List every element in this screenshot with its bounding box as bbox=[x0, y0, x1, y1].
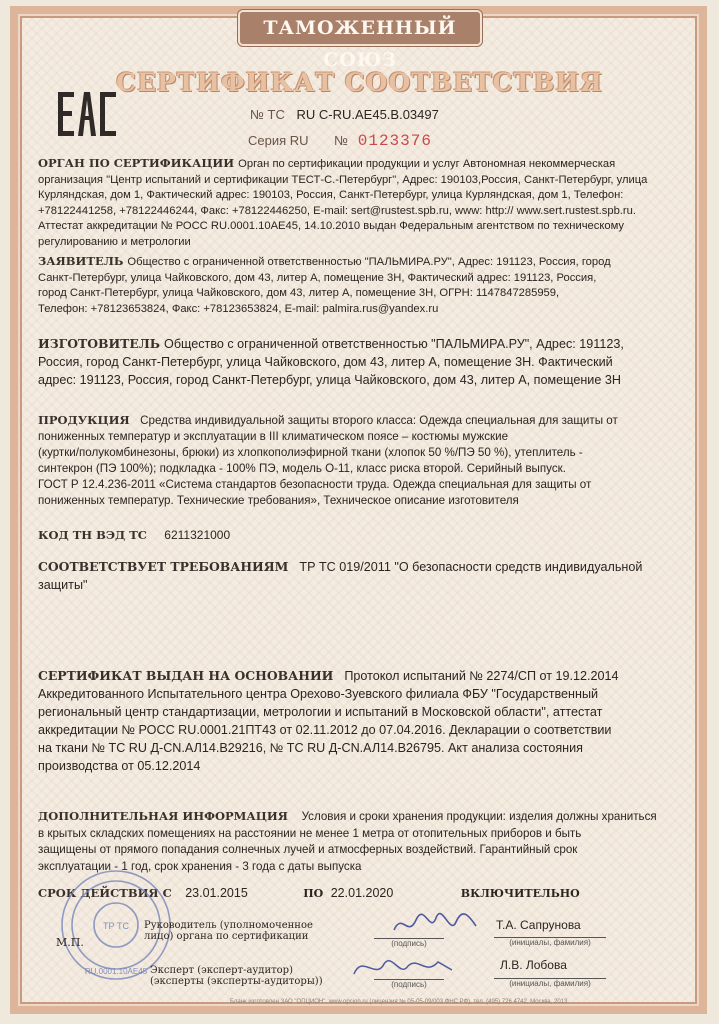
code-value: 6211321000 bbox=[164, 528, 231, 542]
expert-signature-caption: (подпись) bbox=[391, 980, 427, 989]
extra-info-section bbox=[38, 808, 657, 875]
expert-name-caption: (инициалы, фамилия) bbox=[509, 979, 591, 988]
organ-line: Аттестат аккредитации № РОСС RU.0001.10AE45, 14.10.2010 выдан Федеральным агентством по техническому bbox=[38, 220, 625, 233]
basis-line: аккредитации № РОСС RU.0001.21ПТ43 от 02.11.2012 до 07.04.2016. Декларации о соответствии bbox=[38, 723, 612, 737]
expert-label-line: Эксперт (эксперт-аудитор) bbox=[150, 965, 293, 976]
code-heading: КОД ТН ВЭД ТС bbox=[38, 528, 147, 542]
conformity-line: ТР ТС 019/2011 "О безопасности средств индивидуальной bbox=[299, 560, 643, 574]
head-label-line: лицо) органа по сертификации bbox=[144, 931, 309, 942]
code-section bbox=[38, 528, 230, 544]
product-line: (куртки/полукомбинезоны, брюки) из хлопкополиэфирной ткани (хлопок 50 %/ПЭ 50 %), утеплитель - bbox=[38, 446, 583, 459]
serial-number: 0123376 bbox=[357, 132, 432, 150]
organ-line: Орган по сертификации продукции и услуг Автономная некоммерческая bbox=[238, 158, 616, 170]
applicant-heading: ЗАЯВИТЕЛЬ bbox=[38, 254, 124, 268]
organ-line: +78122441258, +78122446244, Факс: +78122446250, E-mail: sert@rustest.spb.ru, www: http:// www.sert.rustest.spb.ru. bbox=[38, 204, 636, 217]
seal-place-label: М.П. bbox=[56, 936, 84, 949]
product-section bbox=[38, 412, 618, 509]
inclusive-label: ВКЛЮЧИТЕЛЬНО bbox=[460, 887, 580, 900]
certificate-title: СЕРТИФИКАТ СООТВЕТСТВИЯ bbox=[116, 68, 603, 97]
conformity-heading: СООТВЕТСТВУЕТ ТРЕБОВАНИЯМ bbox=[38, 559, 289, 574]
organ-line: Курляндская, дом 1, Фактический адрес: 190103, Россия, Санкт-Петербург, улица Курляндская, дом 1, Телефон: bbox=[38, 189, 624, 202]
number-label: № bbox=[334, 133, 349, 148]
extra-info-line: эксплуатации - 1 год, срок хранения - 3 года с даты выпуска bbox=[38, 859, 362, 873]
basis-line: Протокол испытаний № 2274/СП от 19.12.2014 bbox=[344, 669, 619, 683]
valid-from-date: 23.01.2015 bbox=[185, 886, 248, 900]
stamp-bottom-text: RU.0001.10AE45 bbox=[84, 967, 148, 976]
series-line bbox=[248, 132, 432, 150]
valid-to-date: 22.01.2020 bbox=[330, 886, 394, 900]
head-name: Т.А. Сапрунова bbox=[496, 918, 581, 932]
organ-section bbox=[38, 156, 647, 251]
head-signature-caption: (подпись) bbox=[391, 939, 427, 948]
validity-heading: СРОК ДЕЙСТВИЯ С bbox=[38, 886, 172, 900]
extra-info-heading: ДОПОЛНИТЕЛЬНАЯ ИНФОРМАЦИЯ bbox=[38, 809, 288, 823]
head-signature-line bbox=[374, 938, 444, 948]
applicant-section bbox=[38, 254, 611, 317]
eac-logo-glyph bbox=[58, 92, 116, 136]
blank-manufacturer-footer: Бланк изготовлен ЗАО "ОПЦИОН", www.opcion.ru (лицензия № 05-05-09/003 ФНС РФ), тел. (495) 726 4742, Москва, 2013 bbox=[230, 999, 568, 1005]
expert-name-line bbox=[494, 978, 606, 988]
product-line: Средства индивидуальной защиты второго класса: Одежда специальная для защиты от bbox=[140, 414, 618, 427]
expert-label-line: (эксперты (эксперты-аудиторы)) bbox=[150, 976, 323, 987]
tc-number: RU C-RU.AE45.B.03497 bbox=[296, 107, 439, 122]
series-label: Серия RU bbox=[248, 133, 309, 148]
product-heading: ПРОДУКЦИЯ bbox=[38, 413, 130, 427]
applicant-line: Санкт-Петербург, улица Чайковского, дом 43, литер А, помещение 3Н, Фактический адрес: 191123, Россия, bbox=[38, 271, 597, 284]
tc-label: № ТС bbox=[250, 107, 285, 122]
manufacturer-line: Общество с ограниченной ответственностью "ПАЛЬМИРА.РУ", Адрес: 191123, bbox=[164, 337, 624, 351]
basis-line: региональный центр стандартизации, метрологии и испытаний в Московской области", аттестат bbox=[38, 705, 603, 719]
extra-info-line: Условия и сроки хранения продукции: изделия должны храниться bbox=[301, 810, 657, 823]
basis-section bbox=[38, 667, 619, 775]
basis-heading: СЕРТИФИКАТ ВЫДАН НА ОСНОВАНИИ bbox=[38, 668, 334, 683]
head-label-line: Руководитель (уполномоченное bbox=[144, 920, 313, 931]
organ-heading: ОРГАН ПО СЕРТИФИКАЦИИ bbox=[38, 156, 235, 170]
extra-info-line: в крытых складских помещениях на расстоянии не менее 1 метра от отопительных приборов и быть bbox=[38, 826, 582, 840]
organ-line: регулированию и метрологии bbox=[38, 235, 191, 248]
head-signatory-label bbox=[144, 920, 313, 942]
manufacturer-section bbox=[38, 335, 624, 389]
basis-line: производства от 05.12.2014 bbox=[38, 759, 201, 773]
conformity-line: защиты" bbox=[38, 578, 88, 592]
tc-number-line bbox=[250, 107, 439, 122]
head-name-caption: (инициалы, фамилия) bbox=[509, 938, 591, 947]
expert-signatory-label bbox=[150, 965, 323, 987]
validity-to-label: ПО bbox=[303, 887, 324, 900]
manufacturer-heading: ИЗГОТОВИТЕЛЬ bbox=[38, 336, 161, 351]
organ-line: организация "Центр испытаний и сертификации ТЕСТ-С.-Петербург", Адрес: 190103,Россия, Санкт-Петербург, улица bbox=[38, 173, 648, 186]
product-line: ГОСТ Р 12.4.236-2011 «Система стандартов безопасности труда. Одежда специальная для защиты от bbox=[38, 478, 592, 491]
applicant-line: Общество с ограниченной ответственностью "ПАЛЬМИРА.РУ", Адрес: 191123, Россия, город bbox=[127, 256, 611, 268]
basis-line: на ткани № ТС RU Д-CN.АЛ14.В29216, № ТС RU Д-CN.АЛ14.В26795. Акт анализа состояния bbox=[38, 741, 583, 755]
applicant-line: город Санкт-Петербург, улица Чайковского, дом 43, литер А, помещение 3Н, ОГРН: 1147847285959, bbox=[38, 287, 560, 300]
stamp-center-text: ТР ТС bbox=[103, 921, 129, 931]
applicant-line: Телефон: +78123653824, Факс: +78123653824, E-mail: palmira.rus@yandex.ru bbox=[38, 302, 439, 315]
product-line: пониженных температур и эксплуатации в III климатическом поясе – костюмы мужские bbox=[38, 430, 509, 443]
product-line: пониженных температур. Технические требования», Техническое описание изготовителя bbox=[38, 494, 519, 507]
eac-logo bbox=[56, 88, 120, 140]
head-name-line bbox=[494, 937, 606, 947]
customs-union-banner: ТАМОЖЕННЫЙ СОЮЗ bbox=[240, 12, 480, 44]
manufacturer-line: адрес: 191123, Россия, город Санкт-Петербург, улица Чайковского, дом 43, литер А, помещение 3Н bbox=[38, 373, 621, 387]
expert-name: Л.В. Лобова bbox=[500, 958, 567, 972]
conformity-section bbox=[38, 558, 642, 594]
manufacturer-line: Россия, город Санкт-Петербург, улица Чайковского, дом 43, литер А, помещение 3Н. Фактический bbox=[38, 355, 613, 369]
basis-line: Аккредитованного Испытательного центра Орехово-Зуевского филиала ФБУ "Государственный bbox=[38, 687, 599, 701]
expert-signature-line bbox=[374, 979, 444, 989]
extra-info-line: защищены от прямого попадания солнечных лучей и атмосферных воздействий. Гарантийный срок bbox=[38, 843, 578, 856]
product-line: синтекрон (ПЭ 100%); подкладка - 100% ПЭ, модель О-11, класс риска второй. Серийный выпуск. bbox=[38, 462, 566, 475]
